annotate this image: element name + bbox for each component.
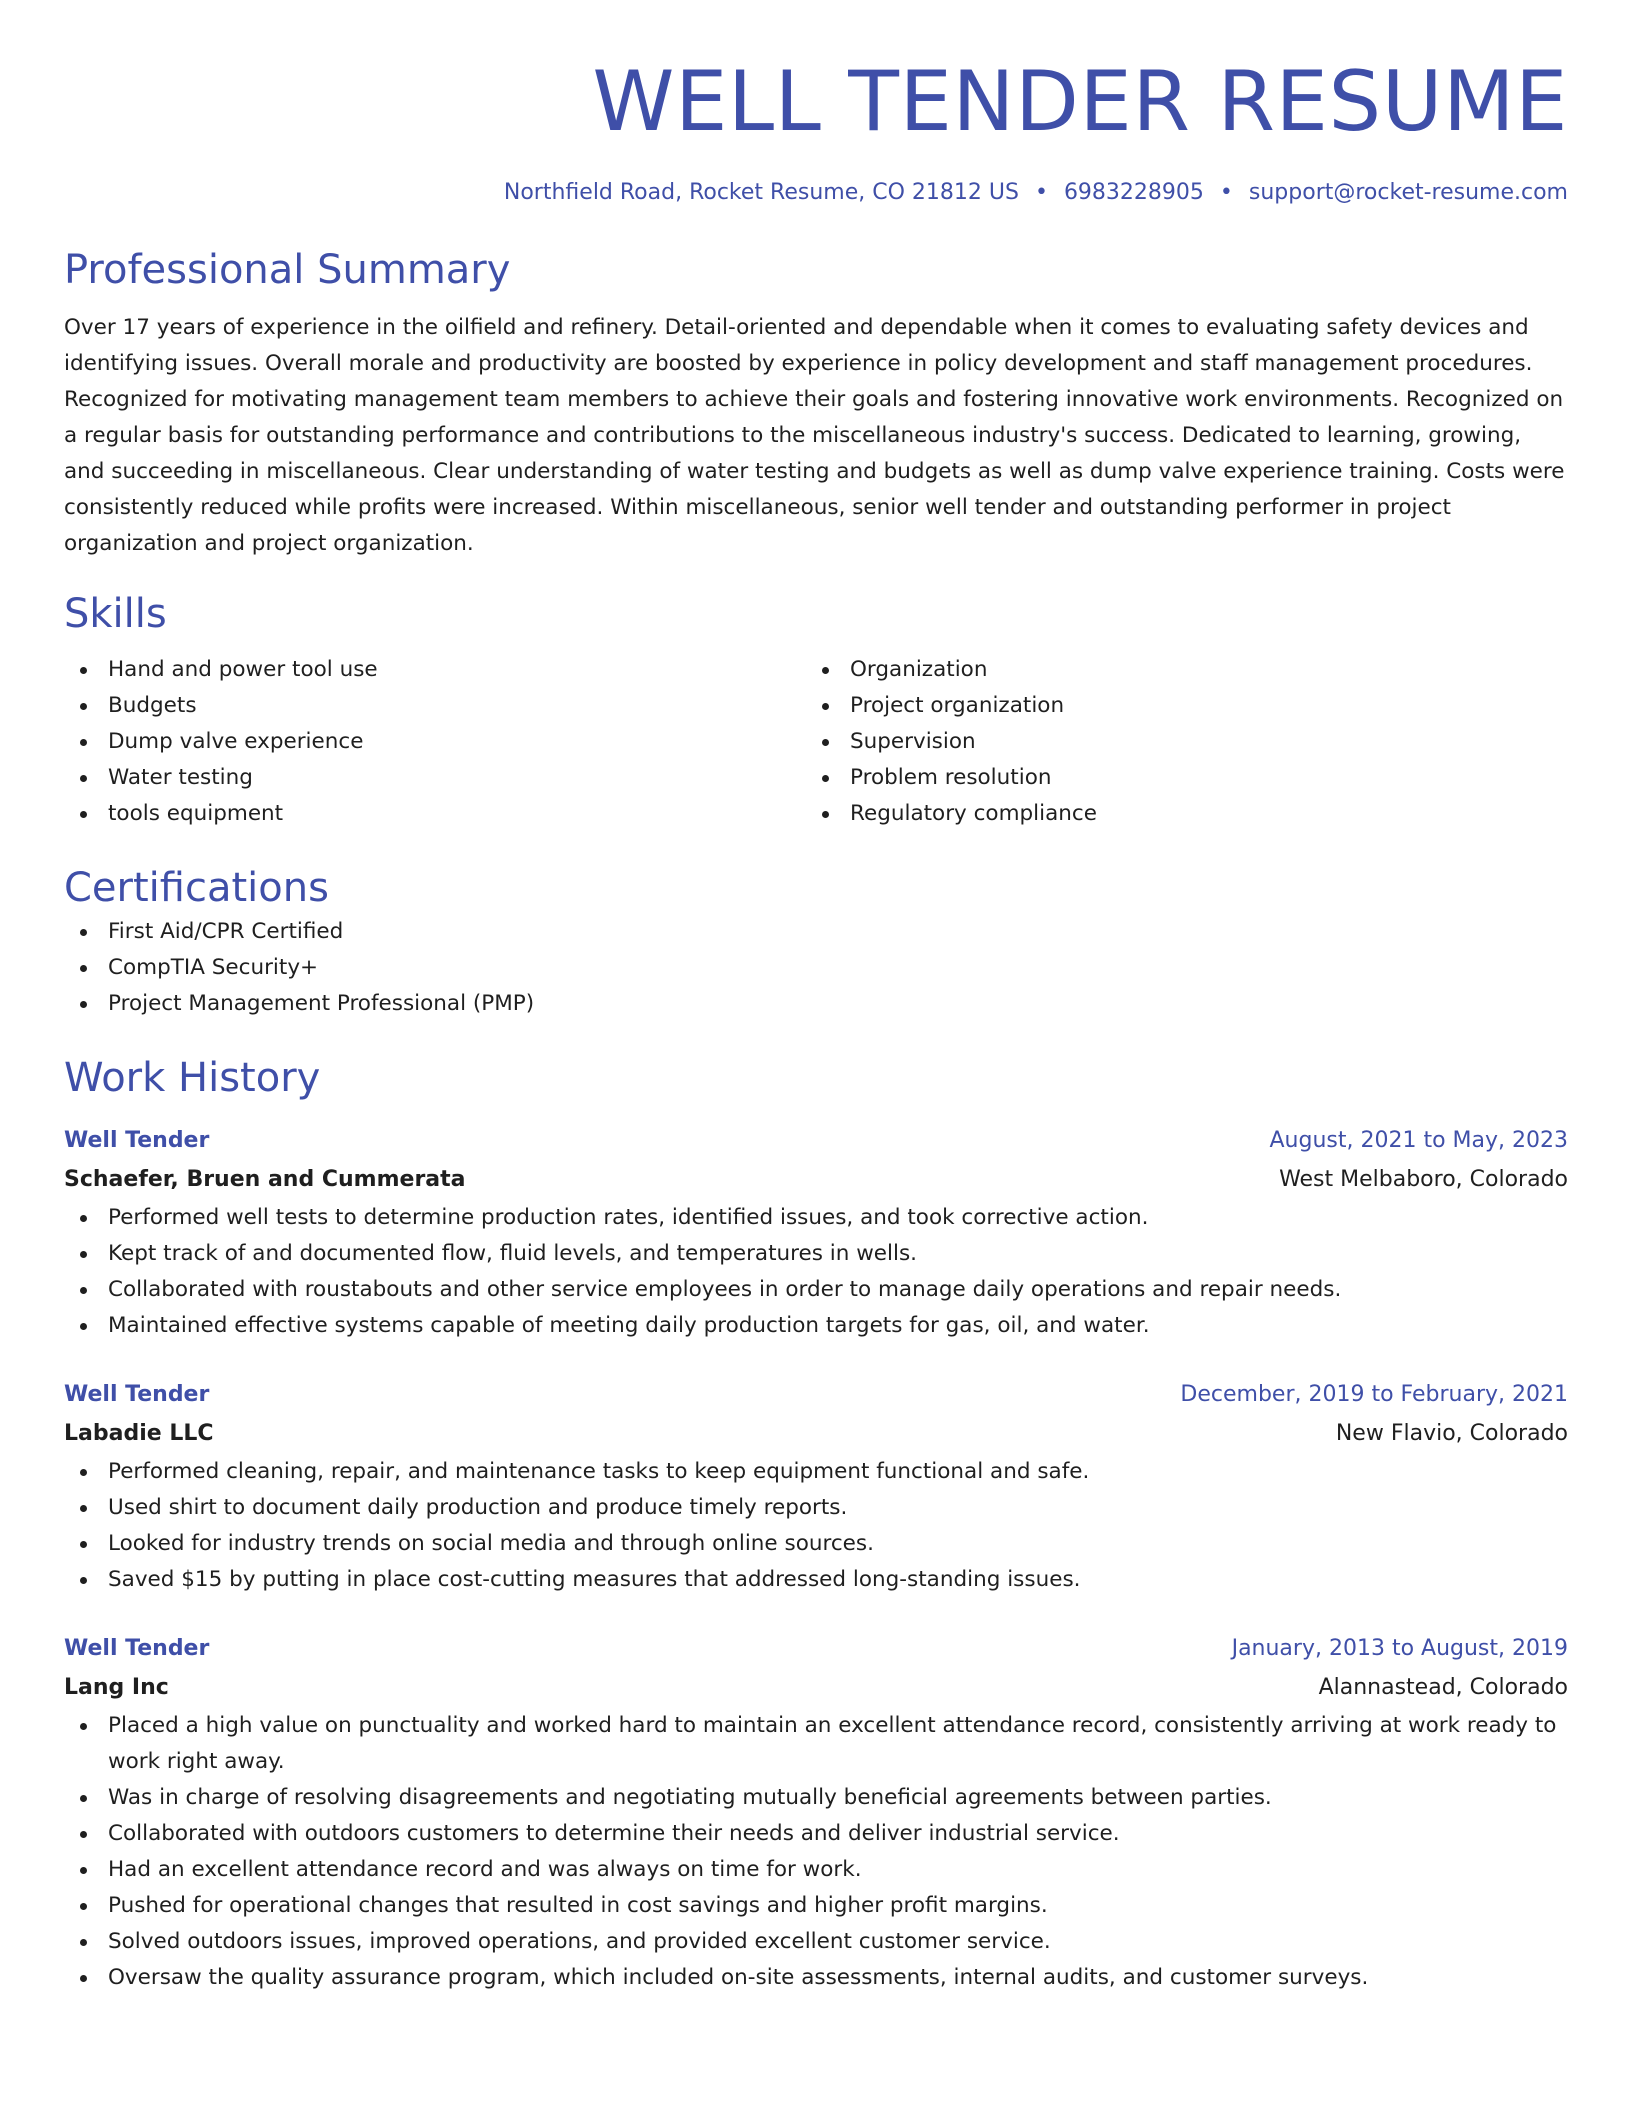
skill-item: Hand and power tool use	[64, 652, 806, 688]
skill-item: Water testing	[64, 760, 806, 796]
job-location: Alannastead, Colorado	[1318, 1675, 1568, 1700]
job-duty: Performed cleaning, repair, and maintenance tasks to keep equipment functional and safe.	[64, 1454, 1568, 1490]
skills-list-left	[64, 652, 806, 832]
job-company: Labadie LLC	[64, 1421, 214, 1446]
summary-text: Over 17 years of experience in the oilfield and refinery. Detail-oriented and dependable when it comes to evaluating safety devices and identifying issues. Overall morale and productivity are boosted by experience in policy development and staff management procedures. Recognized for motivating management team members to achieve their goals and fostering innovative work environments. Recognized on a regular basis for outstanding performance and contributions to the miscellaneous industry's success. Dedicated to learning, growing, and succeeding in miscellaneous. Clear understanding of water testing and budgets as well as dump valve experience training. Costs were consistently reduced while profits were increased. Within miscellaneous, senior well tender and outstanding performer in project organization and project organization.	[64, 315, 1565, 556]
skills-column-right	[806, 652, 1548, 832]
contact-phone: 6983228905	[1063, 180, 1204, 205]
skills-heading: Skills	[64, 591, 167, 637]
job-company-row	[64, 1668, 1568, 1708]
job-duties-list	[64, 1200, 1568, 1344]
certification-item: Project Management Professional (PMP)	[64, 986, 1568, 1022]
skill-item: Supervision	[806, 724, 1548, 760]
job-dates: January, 2013 to August, 2019	[1231, 1636, 1568, 1661]
contact-address: Northfield Road, Rocket Resume, CO 21812 US	[503, 180, 1019, 205]
job-title: Well Tender	[64, 1382, 210, 1407]
contact-line	[64, 178, 1568, 208]
contact-separator: •	[1219, 180, 1233, 205]
job-location: West Melbaboro, Colorado	[1279, 1167, 1568, 1192]
summary-heading: Professional Summary	[64, 247, 511, 293]
job-duty: Used shirt to document daily production and produce timely reports.	[64, 1490, 1568, 1526]
skill-item: Budgets	[64, 688, 806, 724]
job-company-row	[64, 1160, 1568, 1200]
skill-item: Problem resolution	[806, 760, 1548, 796]
contact-separator: •	[1034, 180, 1048, 205]
job-duty: Oversaw the quality assurance program, which included on-site assessments, internal audits, and customer surveys.	[64, 1960, 1568, 1996]
job-dates: August, 2021 to May, 2023	[1269, 1128, 1568, 1153]
job-title: Well Tender	[64, 1128, 210, 1153]
job-duties-list	[64, 1454, 1568, 1598]
job-duty: Had an excellent attendance record and was always on time for work.	[64, 1852, 1568, 1888]
job-duty: Kept track of and documented flow, fluid levels, and temperatures in wells.	[64, 1236, 1568, 1272]
job-duty: Looked for industry trends on social media and through online sources.	[64, 1526, 1568, 1562]
job-duty: Performed well tests to determine production rates, identified issues, and took corrective action.	[64, 1200, 1568, 1236]
job-duty: Collaborated with roustabouts and other service employees in order to manage daily operations and repair needs.	[64, 1272, 1568, 1308]
skills-grid	[64, 652, 1568, 832]
skills-list-right	[806, 652, 1548, 832]
certifications-list	[64, 914, 1568, 1022]
job-duty: Solved outdoors issues, improved operations, and provided excellent customer service.	[64, 1924, 1568, 1960]
job-company-row	[64, 1414, 1568, 1454]
resume-title: WELL TENDER RESUME	[592, 53, 1568, 150]
job-company: Schaefer, Bruen and Cummerata	[64, 1167, 466, 1192]
job-duty: Pushed for operational changes that resulted in cost savings and higher profit margins.	[64, 1888, 1568, 1924]
resume-page	[64, 0, 1568, 1996]
skill-item: Regulatory compliance	[806, 796, 1548, 832]
skill-item: Organization	[806, 652, 1548, 688]
job-entry	[64, 1630, 1568, 1996]
certification-item: CompTIA Security+	[64, 950, 1568, 986]
job-duties-list	[64, 1708, 1568, 1996]
skills-column-left	[64, 652, 806, 832]
certification-item: First Aid/CPR Certified	[64, 914, 1568, 950]
job-duty: Collaborated with outdoors customers to determine their needs and deliver industrial service.	[64, 1816, 1568, 1852]
job-duty: Saved $15 by putting in place cost-cutting measures that addressed long-standing issues.	[64, 1562, 1568, 1598]
job-entry	[64, 1122, 1568, 1344]
job-duty: Was in charge of resolving disagreements and negotiating mutually beneficial agreements between parties.	[64, 1780, 1568, 1816]
job-company: Lang Inc	[64, 1675, 169, 1700]
job-duty: Maintained effective systems capable of meeting daily production targets for gas, oil, and water.	[64, 1308, 1568, 1344]
job-header-row	[64, 1630, 1568, 1668]
job-title: Well Tender	[64, 1636, 210, 1661]
certifications-heading: Certifications	[64, 865, 329, 911]
job-dates: December, 2019 to February, 2021	[1180, 1382, 1568, 1407]
skill-item: Dump valve experience	[64, 724, 806, 760]
skill-item: Project organization	[806, 688, 1548, 724]
skill-item: tools equipment	[64, 796, 806, 832]
job-entry	[64, 1376, 1568, 1598]
job-duty: Placed a high value on punctuality and worked hard to maintain an excellent attendance record, consistently arriving at work ready to work right away.	[64, 1708, 1568, 1780]
job-location: New Flavio, Colorado	[1335, 1421, 1568, 1446]
job-header-row	[64, 1376, 1568, 1414]
job-header-row	[64, 1122, 1568, 1160]
work-history-heading: Work History	[64, 1055, 321, 1101]
contact-email[interactable]: support@rocket-resume.com	[1248, 180, 1568, 205]
